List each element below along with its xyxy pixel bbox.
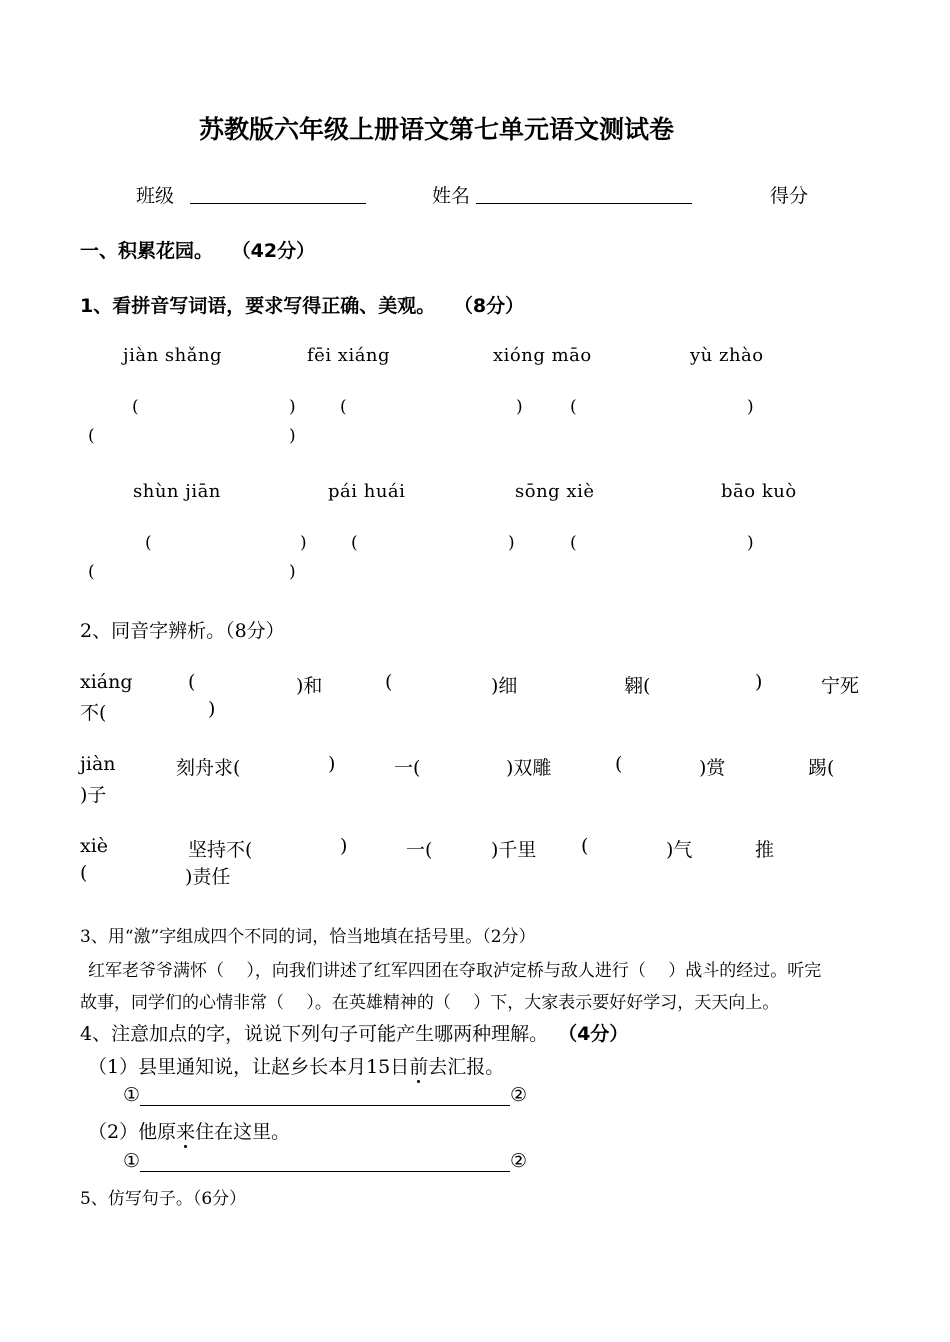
q2-l1-c: (: [385, 671, 393, 693]
q3-paragraph-line1: 红军老爷爷满怀（ ），向我们讲述了红军四团在夺取泸定桥与敌人进行（ ）战斗的经过。听完: [88, 961, 822, 981]
paren-close: ): [508, 533, 515, 553]
paren-open: (: [340, 397, 347, 417]
q2-l1-a: (: [188, 671, 196, 693]
paren-close: ): [516, 397, 523, 417]
q2-l2-c: 一(: [394, 757, 421, 779]
q4-points: （4分）: [558, 1023, 629, 1045]
q3-paragraph-line2: 故事，同学们的心情非常（ ）。在英雄精神的（ ）下，大家表示要好好学习，天天向上。: [80, 993, 780, 1013]
paren-close: ): [747, 397, 754, 417]
q2-l1-cont: 不(: [80, 702, 107, 724]
q2-l3-c: 一(: [406, 839, 433, 861]
section1-title: 一、积累花园。: [80, 240, 214, 262]
paren-close: ): [300, 533, 307, 553]
q4-sentence-2: [88, 1117, 290, 1144]
q2-l3-g: 推: [755, 839, 775, 861]
paren-close: ): [747, 533, 754, 553]
q4-sentence-1: [88, 1052, 504, 1079]
q4-s1-pre: （1）县里通知说，让赵乡长本月15日: [88, 1056, 410, 1078]
q2-l2-f: )赏: [699, 757, 726, 779]
q2-l3-a: 坚持不(: [188, 839, 253, 861]
q2-l2-pinyin: jiàn: [80, 753, 116, 775]
q2-l2-b: ): [328, 753, 336, 775]
page-title: 苏教版六年级上册语文第七单元语文测试卷: [199, 115, 675, 144]
q3-heading: 3、用“激”字组成四个不同的词，恰当地填在括号里。（2分）: [80, 927, 536, 947]
paren-open: (: [570, 397, 577, 417]
pinyin-1: jiàn shǎng: [123, 345, 223, 366]
paren-open: (: [145, 533, 152, 553]
paren-open: (: [88, 562, 95, 582]
q2-l1-cont-end: ): [208, 698, 216, 720]
q2-l2-a: 刻舟求(: [176, 757, 241, 779]
circled-two: ②: [510, 1150, 528, 1172]
q2-l1-g: 宁死: [821, 675, 860, 697]
section1-points: （42分）: [231, 240, 316, 262]
q4-s1-dotted: 前: [409, 1056, 429, 1078]
circled-one: ①: [123, 1084, 141, 1106]
q2-l3-e: (: [581, 835, 589, 857]
q2-l1-b: )和: [296, 675, 323, 697]
q2-l3-pinyin: xiè: [80, 835, 109, 857]
q4-s2-pre: （2）他原: [88, 1121, 177, 1143]
q2-l2-e: (: [615, 753, 623, 775]
pinyin-5: shùn jiān: [133, 481, 221, 502]
section1-heading: [80, 236, 315, 263]
q2-l3-f: )气: [666, 839, 693, 861]
paren-close: ): [289, 562, 296, 582]
q2-l3-cont-end: )责任: [185, 866, 231, 888]
q4-title: 4、注意加点的字，说说下列句子可能产生哪两种理解。: [80, 1023, 549, 1045]
paren-close: ): [289, 426, 296, 446]
q2-l1-f: ): [755, 671, 763, 693]
pinyin-8: bāo kuò: [721, 481, 797, 502]
paren-open: (: [132, 397, 139, 417]
q2-l3-b: ): [340, 835, 348, 857]
q2-heading: 2、同音字辨析。（8分）: [80, 620, 285, 642]
q4-s1-post: 去汇报。: [428, 1056, 505, 1078]
q2-l2-d: )双雕: [506, 757, 552, 779]
paren-open: (: [570, 533, 577, 553]
answer-blank[interactable]: [140, 1153, 510, 1172]
q4-answer-line-2: [123, 1150, 527, 1172]
pinyin-4: yù zhào: [690, 345, 764, 366]
q4-s2-post: 住在这里。: [195, 1121, 291, 1143]
q2-l1-pinyin: xiáng: [80, 671, 133, 693]
pinyin-2: fēi xiáng: [307, 345, 391, 366]
q4-s2-dotted: 来: [176, 1121, 196, 1143]
q4-heading: [80, 1019, 628, 1046]
q2-l2-cont: )子: [80, 784, 107, 806]
q2-l3-cont: (: [80, 862, 88, 884]
q5-heading: 5、仿写句子。（6分）: [80, 1189, 247, 1209]
pinyin-6: pái huái: [328, 481, 406, 502]
class-field[interactable]: [190, 183, 366, 204]
paren-close: ): [289, 397, 296, 417]
pinyin-3: xióng māo: [493, 345, 592, 366]
pinyin-7: sōng xiè: [515, 481, 595, 502]
circled-two: ②: [510, 1084, 528, 1106]
class-label: 班级: [136, 185, 175, 207]
paren-open: (: [351, 533, 358, 553]
q2-l2-g: 踢(: [808, 757, 835, 779]
circled-one: ①: [123, 1150, 141, 1172]
paren-open: (: [88, 426, 95, 446]
q2-l3-d: )千里: [491, 839, 537, 861]
q2-l1-d: )细: [491, 675, 518, 697]
q4-answer-line-1: [123, 1084, 527, 1106]
answer-blank[interactable]: [140, 1087, 510, 1106]
name-field[interactable]: [476, 183, 692, 204]
q1-points: （8分）: [453, 295, 525, 317]
score-label: 得分: [770, 185, 809, 207]
name-label: 姓名: [432, 185, 471, 207]
q1-title: 1、看拼音写词语，要求写得正确、美观。: [80, 295, 436, 317]
q2-l1-e: 翱(: [624, 675, 651, 697]
q1-heading: [80, 291, 524, 318]
